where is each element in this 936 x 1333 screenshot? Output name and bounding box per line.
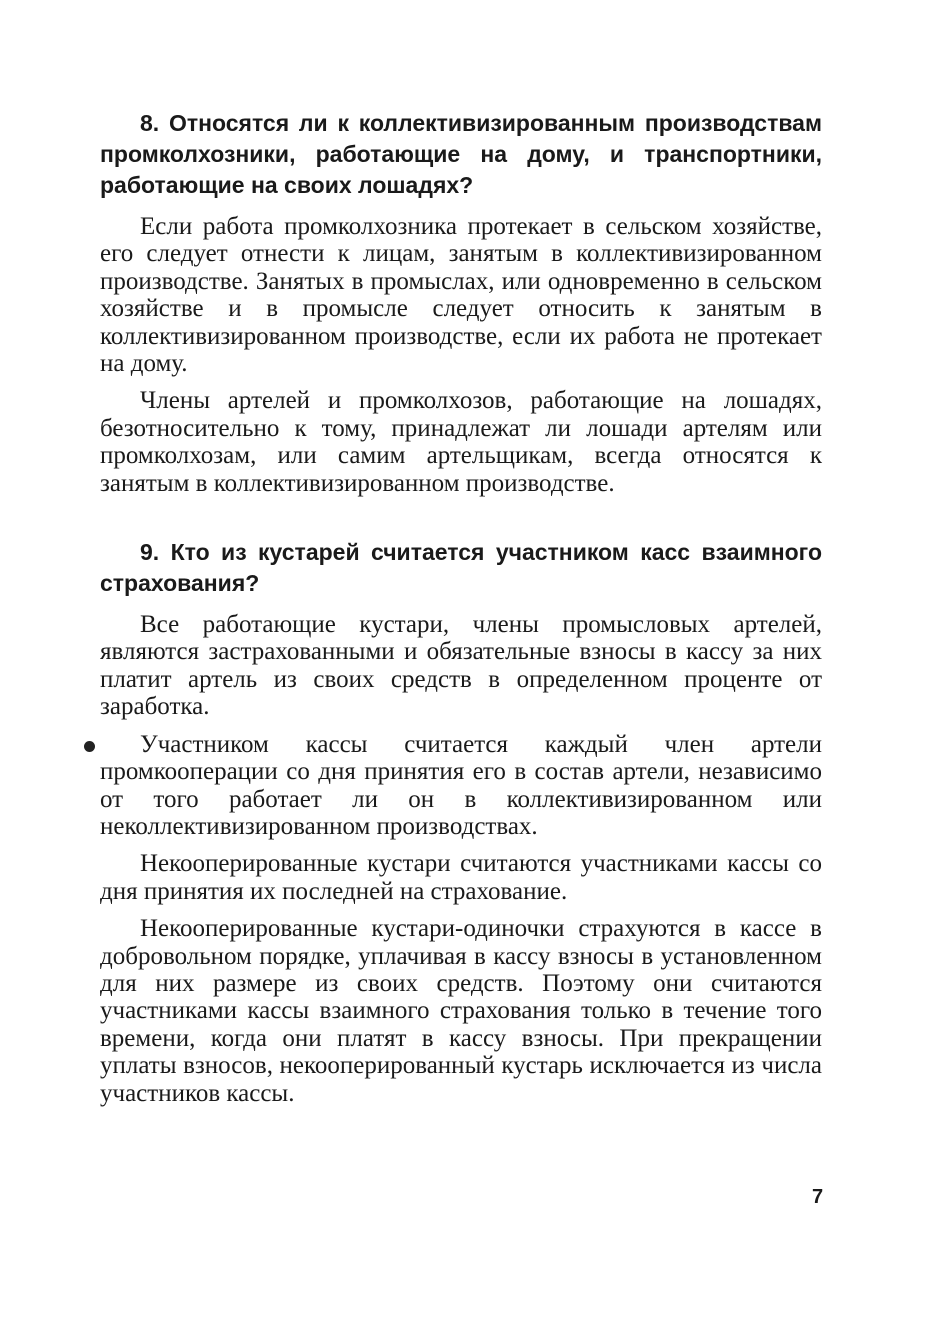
ink-blot-mark bbox=[84, 741, 95, 752]
answer-9-paragraph-2: Участником кассы считается каждый член артели промкооперации со дня принятия его в состав артели, независимо от того работает ли он в коллективизированном или неколлективизированном производствах. bbox=[100, 730, 822, 840]
answer-8-paragraph-1: Если работа промколхозника протекает в сельском хозяйстве, его следует отнести к лицам, занятым в коллективизированном производстве. Занятых в промыслах, или одновременно в сельском хозяйстве и в промысле следует относить к занятым в коллективизированном производстве, если их работа не протекает на дому. bbox=[100, 213, 822, 378]
answer-9-paragraph-3: Некооперированные кустари считаются участниками кассы со дня принятия их последней на страхование. bbox=[100, 850, 822, 905]
question-9-heading: 9. Кто из кустарей считается участником касс взаимного страхования? bbox=[100, 539, 822, 597]
page-number: 7 bbox=[812, 1186, 824, 1208]
question-8-heading: 8. Относятся ли к коллективизированным производствам промколхозники, работающие на дому, и транспортники, работающие на своих лошадях? bbox=[100, 110, 822, 198]
answer-9-paragraph-4: Некооперированные кустари-одиночки страхуются в кассе в добровольном порядке, уплачивая в кассу взносы в установленном для них размере из своих средств. Поэтому они считаются участниками кассы взаимного страхования только в течение того времени, когда они платят в кассу взносы. При прекращении уплаты взносов, некооперированный кустарь исключается из числа участников кассы. bbox=[100, 915, 822, 1107]
answer-9-paragraph-1: Все работающие кустари, члены промысловых артелей, являются застрахованными и обязательные взносы в кассу за них платит артель из своих средств в определенном проценте от заработка. bbox=[100, 611, 822, 721]
page-body bbox=[100, 108, 822, 1107]
answer-8-paragraph-2: Члены артелей и промколхозов, работающие на лошадях, безотносительно к тому, принадлежат ли лошади артелям или промколхозам, или самим артельщикам, всегда относятся к занятым в коллективизированном производстве. bbox=[100, 387, 822, 497]
